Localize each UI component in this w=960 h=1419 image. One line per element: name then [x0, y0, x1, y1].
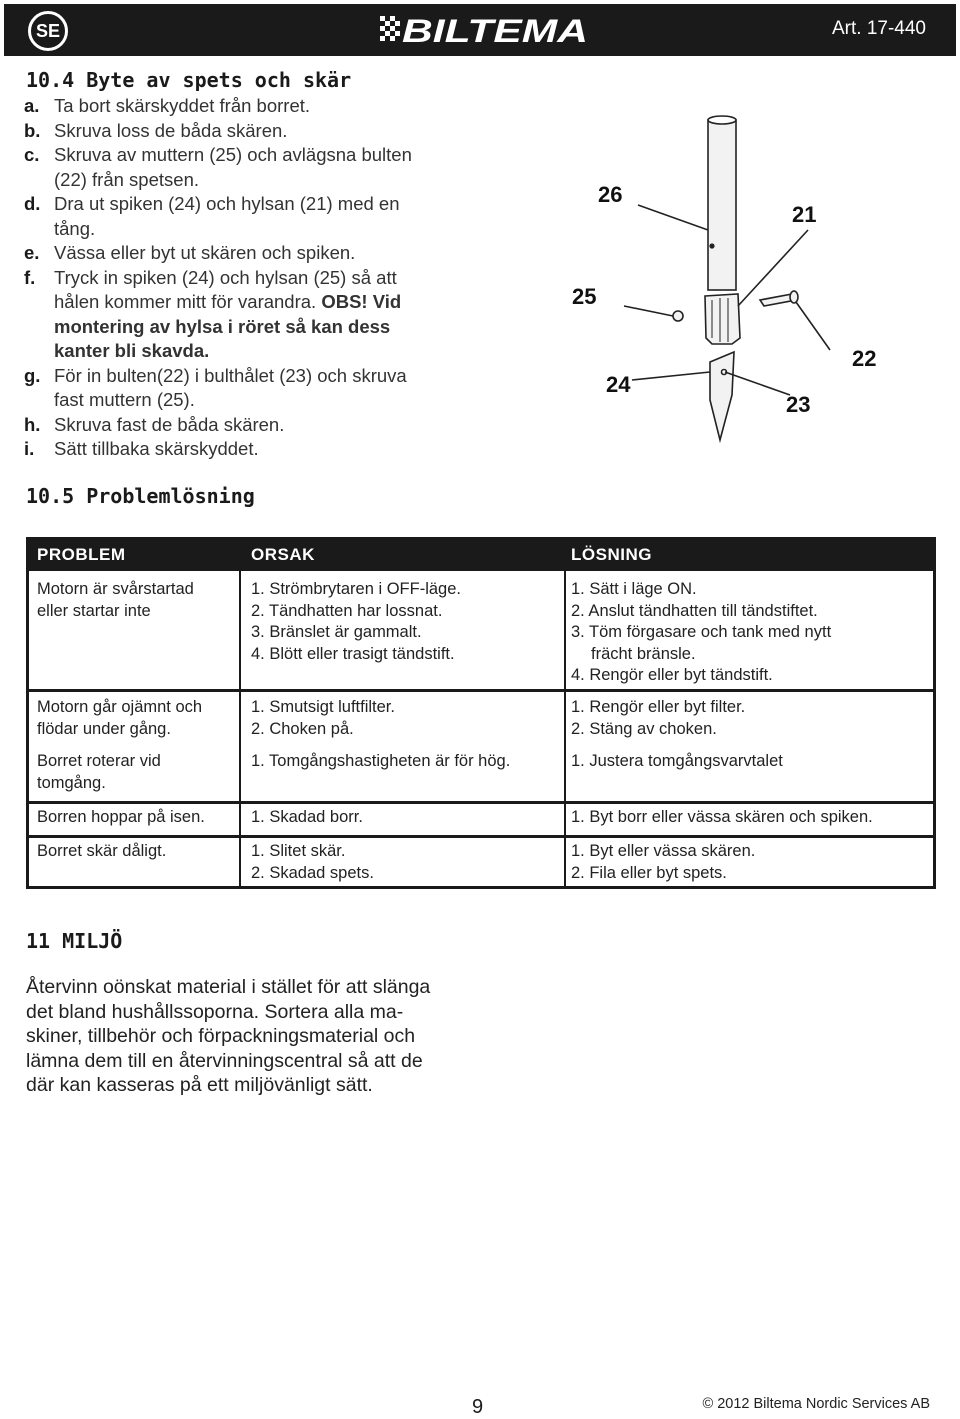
tube-part [708, 120, 736, 290]
cause-cell: 1. Smutsigt luftfilter. 2. Choken på. [251, 698, 395, 738]
environment-paragraph: Återvinn oönskat material i stället för att slänga det bland hushållssoporna. Sortera alla ma- skiner, tillbehör och förpackningsmaterial och lämna dem till en återvinningscentral så att de där kan kasseras på ett miljövänligt sätt. [26, 976, 431, 1097]
step-e: e. Vässa eller byt ut skären och spiken. [24, 242, 356, 263]
obs-label: OBS! [321, 291, 368, 312]
table-header [26, 537, 936, 571]
solution-cell: 1. Sätt i läge ON. 2. Anslut tändhatten till tändstiftet. 3. Töm förgasare och tank med nytt frächt bränsle. 4. Rengör eller byt tändstift. [571, 580, 832, 684]
brand-name: BILTEMA [402, 13, 588, 48]
table-row [29, 835, 933, 886]
article-number: Art. 17-440 [832, 18, 926, 39]
table-row [29, 689, 933, 745]
step-b: b. Skruva loss de båda skären. [24, 119, 288, 141]
step-g: g. För in bulten(22) i bulthålet (23) och skruva fast muttern (25). [24, 364, 407, 410]
table-row [29, 801, 933, 835]
sleeve-part [705, 294, 740, 344]
biltema-logo [380, 10, 590, 48]
replacement-steps [24, 94, 474, 462]
solution-cell: 1. Rengör eller byt filter. 2. Stäng av choken. [571, 698, 746, 738]
column-problem: PROBLEM [37, 545, 126, 564]
label-23: 23 [786, 392, 811, 417]
solution-cell: 1. Byt eller vässa skären. 2. Fila eller byt spets. [571, 842, 756, 882]
solution-cell: 1. Byt borr eller vässa skären och spiken. [571, 808, 873, 826]
column-cause: ORSAK [251, 545, 315, 564]
cause-cell: 1. Tomgångshastigheten är för hög. [251, 752, 511, 770]
column-solution: LÖSNING [571, 545, 652, 564]
page-header [4, 4, 956, 56]
section-10-4-heading: 10.4 Byte av spets och skär [26, 68, 352, 92]
step-d: d. Dra ut spiken (24) och hylsan (21) med en tång. [24, 193, 400, 239]
spike-part [710, 352, 734, 440]
label-22: 22 [852, 346, 877, 371]
step-a: a. Ta bort skärskyddet från borret. [24, 95, 311, 116]
table-row [29, 571, 933, 689]
cause-cell: 1. Strömbrytaren i OFF-läge. 2. Tändhatten har lossnat. 3. Bränslet är gammalt. 4. Blött eller trasigt tändstift. [251, 580, 461, 663]
language-badge: SE [28, 11, 68, 51]
exploded-parts-diagram [560, 110, 890, 450]
section-11-heading: 11 MILJÖ [26, 929, 123, 953]
label-26: 26 [598, 182, 623, 207]
cause-cell: 1. Slitet skär. 2. Skadad spets. [251, 842, 374, 882]
step-f: f. Tryck in spiken (24) och hylsan (25) så att hålen kommer mitt för varandra. OBS! Vid montering av hylsa i röret så kan dess kanter bli skavda. [24, 266, 402, 361]
problem-cell: Motorn är svårstartad eller startar inte [37, 580, 194, 620]
step-h: h. Skruva fast de båda skären. [24, 413, 285, 435]
step-c: c. Skruva av muttern (25) och avlägsna bulten (22) från spetsen. [24, 144, 412, 190]
table-row [29, 745, 933, 801]
section-10-5-heading: 10.5 Problemlösning [26, 484, 255, 508]
problem-cell: Borret skär dåligt. [37, 842, 167, 860]
label-24: 24 [606, 372, 631, 397]
label-25: 25 [572, 284, 597, 309]
nut-part [673, 311, 683, 321]
label-21: 21 [792, 202, 817, 227]
step-i: i. Sätt tillbaka skärskyddet. [24, 438, 259, 459]
page-number: 9 [472, 1396, 484, 1418]
cause-cell: 1. Skadad borr. [251, 808, 363, 826]
problem-cell: Borret roterar vid tomgång. [37, 752, 161, 792]
problem-cell: Motorn går ojämnt och flödar under gång. [37, 698, 203, 738]
copyright: © 2012 Biltema Nordic Services AB [702, 1396, 930, 1412]
troubleshooting-table [26, 537, 936, 889]
solution-cell: 1. Justera tomgångsvarvtalet [571, 752, 783, 770]
problem-cell: Borren hoppar på isen. [37, 808, 205, 826]
